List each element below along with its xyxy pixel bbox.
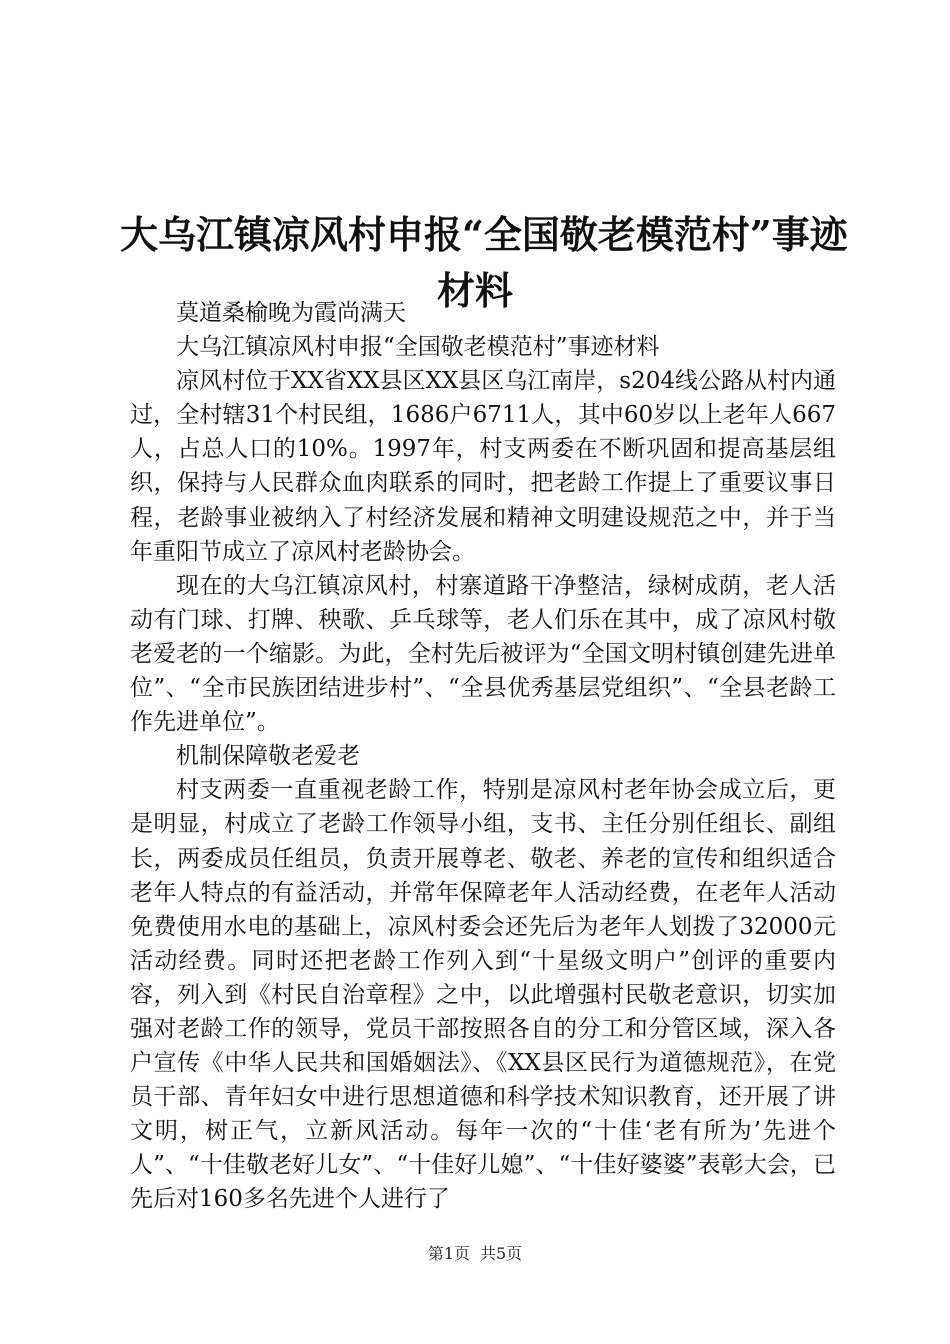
page-footer xyxy=(0,1244,950,1264)
page-number: 第1页 xyxy=(427,1244,470,1263)
paragraph-subtitle: 莫道桑榆晚为霞尚满天 xyxy=(176,300,406,326)
title-line-2: 材料 xyxy=(436,268,513,314)
page-total: 共5页 xyxy=(480,1244,523,1263)
document-body xyxy=(130,296,836,1217)
paragraph-current-status: 现在的大乌江镇凉风村，村寨道路干净整洁，绿树成荫，老人活动有门球、打牌、秧歌、乒乓球等，老人们乐在其中，成了凉风村敬老爱老的一个缩影。为此，全村先后被评为“全国文明村镇创建先进单位”、“全市民族团结进步村”、“全县优秀基层党组织”、“全县老龄工作先进单位”。 xyxy=(130,572,836,736)
section-heading: 机制保障敬老爱老 xyxy=(176,743,360,770)
title-line-1: 大乌江镇凉风村申报“全国敬老模范村”事迹 xyxy=(120,212,848,258)
paragraph-intro: 凉风村位于XX省XX县区XX县区乌江南岸，s204线公路从村内通过，全村辖31个村民组，1686户6711人，其中60岁以上老年人667人，占总人口的10%。1997年，村支两委在不断巩固和提高基层组织，保持与人民群众血肉联系的同时，把老龄工作提上了重要议事日程，老龄事业被纳入了村经济发展和精神文明建设规范之中，并于当年重阳节成立了凉风村老龄协会。 xyxy=(130,368,836,565)
paragraph-mechanism: 村支两委一直重视老龄工作，特别是凉风村老年协会成立后，更是明显，村成立了老龄工作领导小组，支书、主任分别任组长、副组长，两委成员任组员，负责开展尊老、敬老、养老的宣传和组织适合老年人特点的有益活动，并常年保障老年人活动经费，在老年人活动免费使用水电的基础上，凉风村委会还先后为老年人划拨了32000元活动经费。同时还把老龄工作列入到“十星级文明户”创评的重要内容，列入到《村民自治章程》之中，以此增强村民敬老意识，切实加强对老龄工作的领导，党员干部按照各自的分工和分管区域，深入各户宣传《中华人民共和国婚姻法》、《XX县区民行为道德规范》，在党员干部、青年妇女中进行思想道德和科学技术知识教育，还开展了讲文明，树正气，立新风活动。每年一次的“十佳‘老有所为’先进个人”、“十佳敬老好儿女”、“十佳好儿媳”、“十佳好婆婆”表彰大会，已先后对160多名先进个人进行了 xyxy=(130,777,836,1213)
paragraph-heading: 大乌江镇凉风村申报“全国敬老模范村”事迹材料 xyxy=(176,334,660,361)
